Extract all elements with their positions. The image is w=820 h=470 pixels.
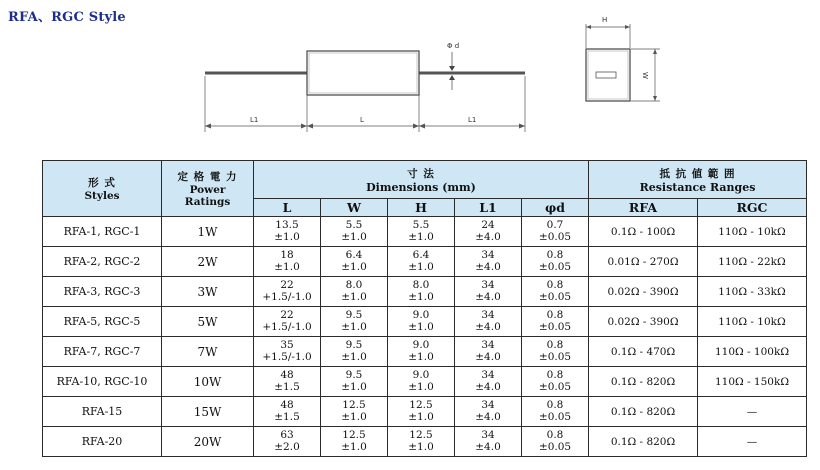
table-row [43, 397, 807, 427]
header-styles: 形 式 Styles [43, 161, 162, 217]
rfa-range-cell: 0.02Ω - 390Ω [589, 307, 698, 337]
power-cell: 7W [162, 337, 254, 367]
dim-H-cell: 9.0 ±1.0 [388, 307, 455, 337]
rfa-range-cell: 0.01Ω - 270Ω [589, 247, 698, 277]
dim-L1-right: L1 [468, 116, 477, 124]
dim-W-cell: 12.5 ±1.0 [321, 397, 388, 427]
page-title: RFA、RGC Style [8, 10, 126, 25]
style-cell: RFA-1, RGC-1 [43, 217, 162, 247]
dim-H-cell: 8.0 ±1.0 [388, 277, 455, 307]
dim-d-cell: 0.8 ±0.05 [522, 247, 589, 277]
power-cell: 3W [162, 277, 254, 307]
resistor-drawing [0, 0, 820, 160]
dim-L: L [360, 116, 364, 124]
dim-d-cell: 0.8 ±0.05 [522, 397, 589, 427]
dim-L1-cell: 34 ±4.0 [455, 367, 522, 397]
table-row [43, 337, 807, 367]
style-cell: RFA-2, RGC-2 [43, 247, 162, 277]
dim-W-cell: 9.5 ±1.0 [321, 367, 388, 397]
dim-W-cell: 6.4 ±1.0 [321, 247, 388, 277]
power-cell: 1W [162, 217, 254, 247]
phid-label: Φ d [447, 42, 460, 50]
dim-H-cell: 12.5 ±1.0 [388, 427, 455, 457]
dim-W-cell: 9.5 ±1.0 [321, 307, 388, 337]
style-cell: RFA-10, RGC-10 [43, 367, 162, 397]
dim-L1-cell: 34 ±4.0 [455, 397, 522, 427]
dim-L-cell: 22 +1.5/-1.0 [254, 277, 321, 307]
dim-H-cell: 9.0 ±1.0 [388, 367, 455, 397]
col-RFA: RFA [589, 199, 698, 217]
dim-L-cell: 18 ±1.0 [254, 247, 321, 277]
rgc-range-cell: 110Ω - 10kΩ [698, 307, 807, 337]
power-cell: 15W [162, 397, 254, 427]
col-W: W [321, 199, 388, 217]
dim-H-cell: 12.5 ±1.0 [388, 397, 455, 427]
rfa-range-cell: 0.1Ω - 820Ω [589, 427, 698, 457]
dim-L1-cell: 34 ±4.0 [455, 337, 522, 367]
dim-H: H [602, 16, 608, 24]
dim-d-cell: 0.8 ±0.05 [522, 427, 589, 457]
rfa-range-cell: 0.1Ω - 820Ω [589, 397, 698, 427]
rfa-range-cell: 0.02Ω - 390Ω [589, 277, 698, 307]
dim-L1-cell: 34 ±4.0 [455, 427, 522, 457]
dim-L1-left: L1 [250, 116, 259, 124]
table-row [43, 367, 807, 397]
style-cell: RFA-7, RGC-7 [43, 337, 162, 367]
dim-L1-cell: 34 ±4.0 [455, 307, 522, 337]
dim-W-cell: 8.0 ±1.0 [321, 277, 388, 307]
dim-d-cell: 0.8 ±0.05 [522, 367, 589, 397]
col-phid: φd [522, 199, 589, 217]
rgc-range-cell: 110Ω - 150kΩ [698, 367, 807, 397]
style-cell: RFA-15 [43, 397, 162, 427]
dim-d-cell: 0.8 ±0.05 [522, 307, 589, 337]
style-cell: RFA-20 [43, 427, 162, 457]
rgc-range-cell: 110Ω - 10kΩ [698, 217, 807, 247]
dim-H-cell: 9.0 ±1.0 [388, 337, 455, 367]
dim-H-cell: 6.4 ±1.0 [388, 247, 455, 277]
dim-d-cell: 0.7 ±0.05 [522, 217, 589, 247]
power-cell: 5W [162, 307, 254, 337]
dim-L-cell: 48 ±1.5 [254, 397, 321, 427]
spec-table [42, 160, 807, 457]
rgc-range-cell: — [698, 427, 807, 457]
dim-W-cell: 5.5 ±1.0 [321, 217, 388, 247]
header-power: 定 格 電 力 Power Ratings [162, 161, 254, 217]
rgc-range-cell: 110Ω - 100kΩ [698, 337, 807, 367]
dim-L1-cell: 34 ±4.0 [455, 277, 522, 307]
dim-L-cell: 13.5 ±1.0 [254, 217, 321, 247]
power-cell: 20W [162, 427, 254, 457]
style-cell: RFA-3, RGC-3 [43, 277, 162, 307]
dim-d-cell: 0.8 ±0.05 [522, 277, 589, 307]
dim-L1-cell: 34 ±4.0 [455, 247, 522, 277]
rfa-range-cell: 0.1Ω - 820Ω [589, 367, 698, 397]
table-row [43, 247, 807, 277]
dim-W-cell: 12.5 ±1.0 [321, 427, 388, 457]
rgc-range-cell: — [698, 397, 807, 427]
rfa-range-cell: 0.1Ω - 470Ω [589, 337, 698, 367]
dim-L-cell: 22 +1.5/-1.0 [254, 307, 321, 337]
style-cell: RFA-5, RGC-5 [43, 307, 162, 337]
table-row [43, 427, 807, 457]
dim-L-cell: 63 ±2.0 [254, 427, 321, 457]
dim-H-cell: 5.5 ±1.0 [388, 217, 455, 247]
table-row [43, 217, 807, 247]
dim-d-cell: 0.8 ±0.05 [522, 337, 589, 367]
table-row [43, 277, 807, 307]
dim-L-cell: 48 ±1.5 [254, 367, 321, 397]
header-resistance: 抵 抗 値 範 囲 Resistance Ranges [589, 161, 807, 199]
rgc-range-cell: 110Ω - 33kΩ [698, 277, 807, 307]
power-cell: 10W [162, 367, 254, 397]
rgc-range-cell: 110Ω - 22kΩ [698, 247, 807, 277]
dim-L-cell: 35 +1.5/-1.0 [254, 337, 321, 367]
header-dimensions: 寸 法 Dimensions (mm) [254, 161, 589, 199]
col-L1: L1 [455, 199, 522, 217]
dim-L1-cell: 24 ±4.0 [455, 217, 522, 247]
dim-W-cell: 9.5 ±1.0 [321, 337, 388, 367]
col-H: H [388, 199, 455, 217]
dim-W: W [641, 72, 649, 79]
col-RGC: RGC [698, 199, 807, 217]
rfa-range-cell: 0.1Ω - 100Ω [589, 217, 698, 247]
table-row [43, 307, 807, 337]
power-cell: 2W [162, 247, 254, 277]
col-L: L [254, 199, 321, 217]
